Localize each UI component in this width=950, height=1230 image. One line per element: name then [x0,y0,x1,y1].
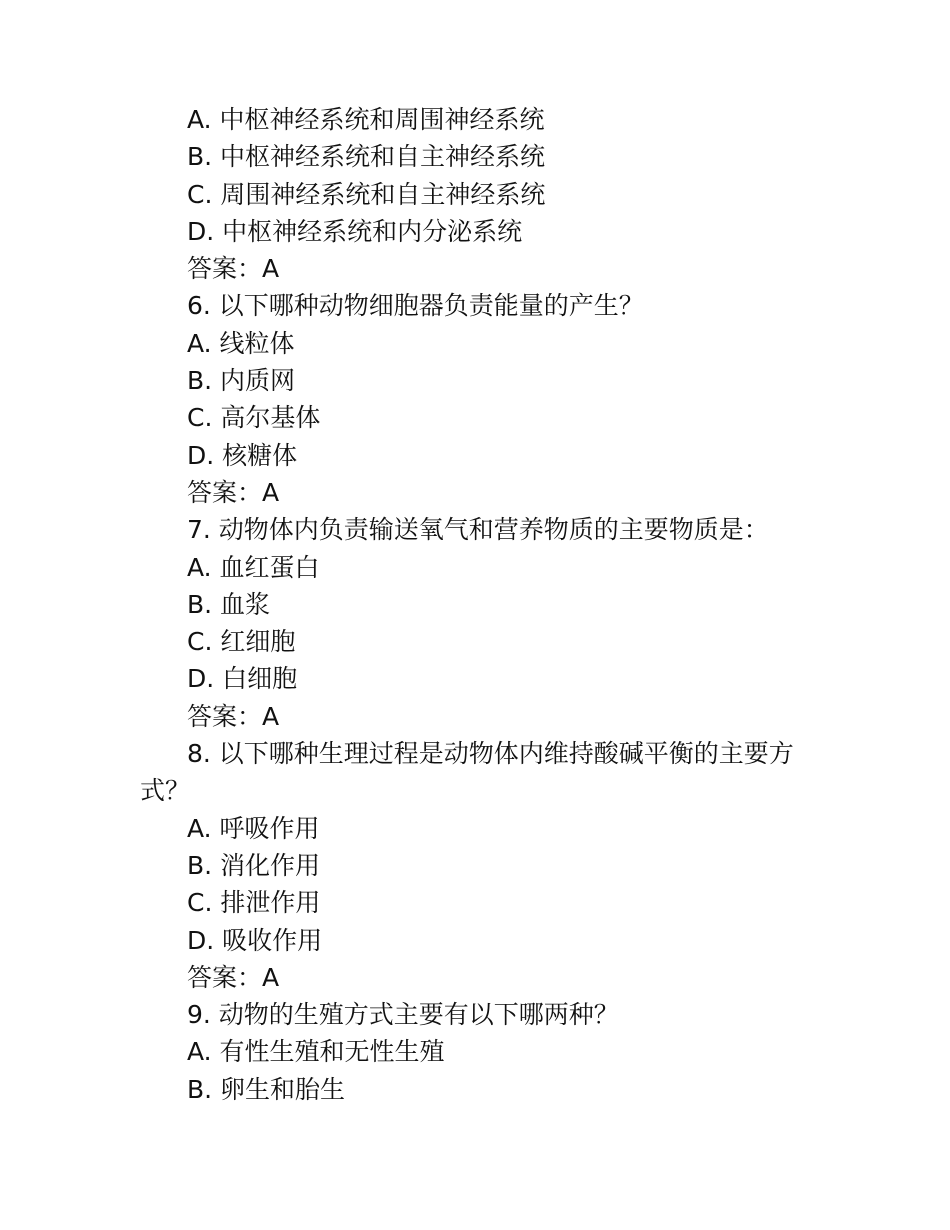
option-c-q6: C. 高尔基体 [187,403,321,433]
option-a-q9: A. 有性生殖和无性生殖 [187,1037,445,1067]
question-6: 6. 以下哪种动物细胞器负责能量的产生？ [187,291,644,321]
option-c-q8: C. 排泄作用 [187,888,321,918]
option-b-q7: B. 血浆 [187,589,271,619]
option-b-q5: B. 中枢神经系统和自主神经系统 [187,142,546,172]
option-a-q7: A. 血红蛋白 [187,552,320,582]
question-9: 9. 动物的生殖方式主要有以下哪两种？ [187,1000,619,1030]
answer-q5: 答案：A [187,254,280,284]
option-d-q7: D. 白细胞 [187,664,298,694]
option-a-q8: A. 呼吸作用 [187,813,320,843]
answer-q7: 答案：A [187,701,280,731]
option-c-q7: C. 红细胞 [187,627,296,657]
question-8-continuation: 式？ [140,776,191,806]
option-b-q8: B. 消化作用 [187,850,321,880]
option-d-q5: D. 中枢神经系统和内分泌系统 [187,216,523,246]
answer-q8: 答案：A [187,962,280,992]
option-d-q6: D. 核糖体 [187,440,298,470]
question-8-text: 8. 以下哪种生理过程是动物体内维持酸碱平衡的主要方 [187,739,794,769]
question-7: 7. 动物体内负责输送氧气和营养物质的主要物质是： [187,515,769,545]
answer-q6: 答案：A [187,477,280,507]
option-d-q8: D. 吸收作用 [187,925,323,955]
question-8 [0,735,797,810]
question-list [0,101,950,1108]
option-a-q5: A. 中枢神经系统和周围神经系统 [187,105,545,134]
option-b-q6: B. 内质网 [187,366,296,396]
option-a-q6: A. 线粒体 [187,328,295,358]
option-b-q9: B. 卵生和胎生 [187,1074,346,1104]
option-c-q5: C. 周围神经系统和自主神经系统 [187,179,546,209]
